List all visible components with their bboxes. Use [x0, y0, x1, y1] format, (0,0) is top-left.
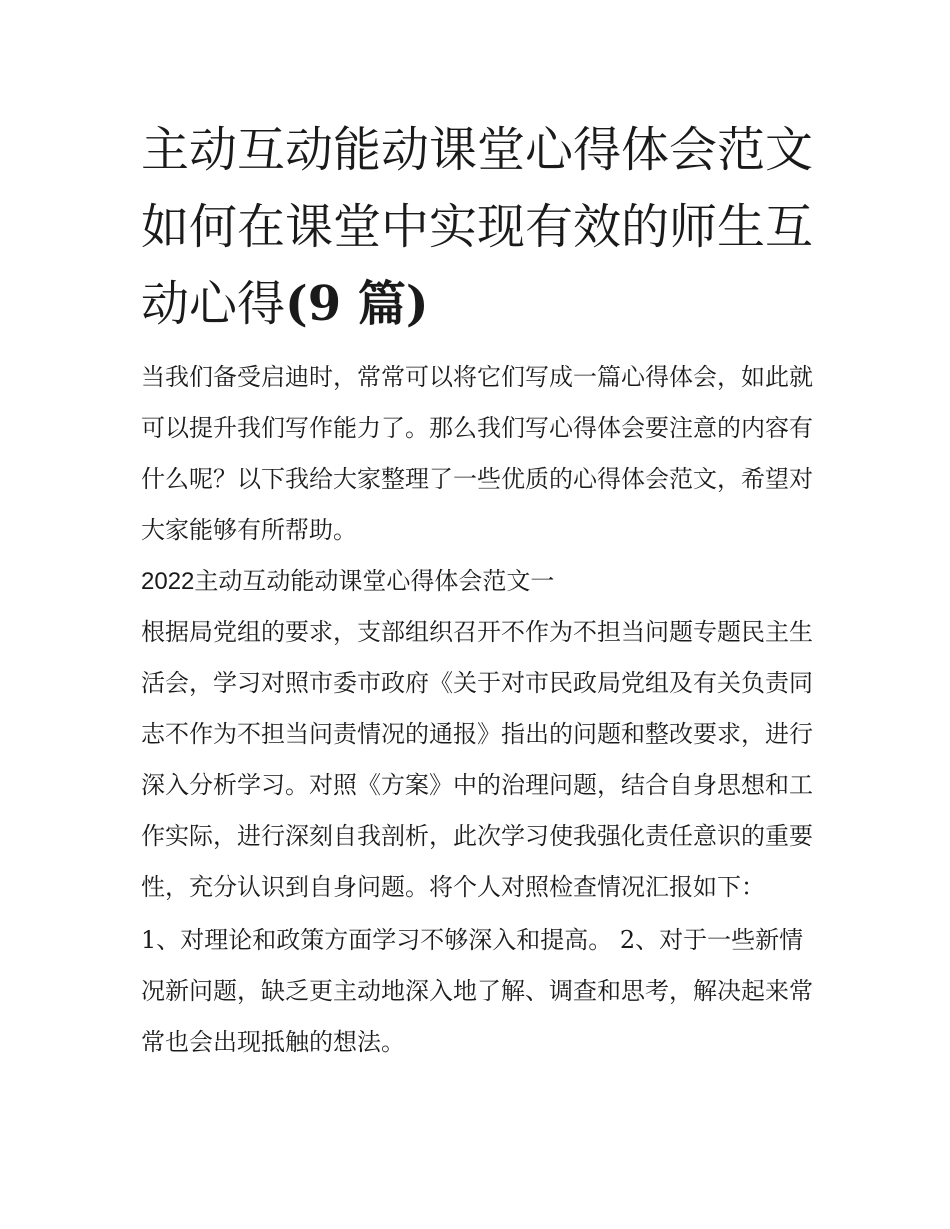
document-title [141, 112, 813, 343]
list-paragraph: 1、对理论和政策方面学习不够深入和提高。 2、对于一些新情况新问题，缺乏更主动地深入地了解、调查和思考，解决起来常常也会出现抵触的想法。 [141, 926, 813, 1056]
section-heading [141, 556, 813, 607]
intro-paragraph: 当我们备受启迪时，常常可以将它们写成一篇心得体会，如此就可以提升我们写作能力了。那么我们写心得体会要注意的内容有什么呢？以下我给大家整理了一些优质的心得体会范文，希望对大家能够有所帮助。 [141, 363, 813, 544]
section-heading-year: 2022 [141, 568, 195, 595]
body-paragraph: 根据局党组的要求，支部组织召开不作为不担当问题专题民主生活会，学习对照市委市政府《关于对市民政局党组及有关负责同志不作为不担当问责情况的通报》指出的问题和整改要求，进行深入分析学习。对照《方案》中的治理问题，结合自身思想和工作实际，进行深刻自我剖析，此次学习使我强化责任意识的重要性，充分认识到自身问题。将个人对照检查情况汇报如下： [141, 618, 813, 901]
section-heading-text: 主动互动能动课堂心得体会范文一 [194, 567, 555, 595]
document-title-main: 主动互动能动课堂心得体会范文 如何在课堂中实现有效的师生互动心得 [141, 122, 814, 332]
document-title-count: (9 篇) [285, 276, 429, 332]
document-page [141, 112, 813, 1068]
